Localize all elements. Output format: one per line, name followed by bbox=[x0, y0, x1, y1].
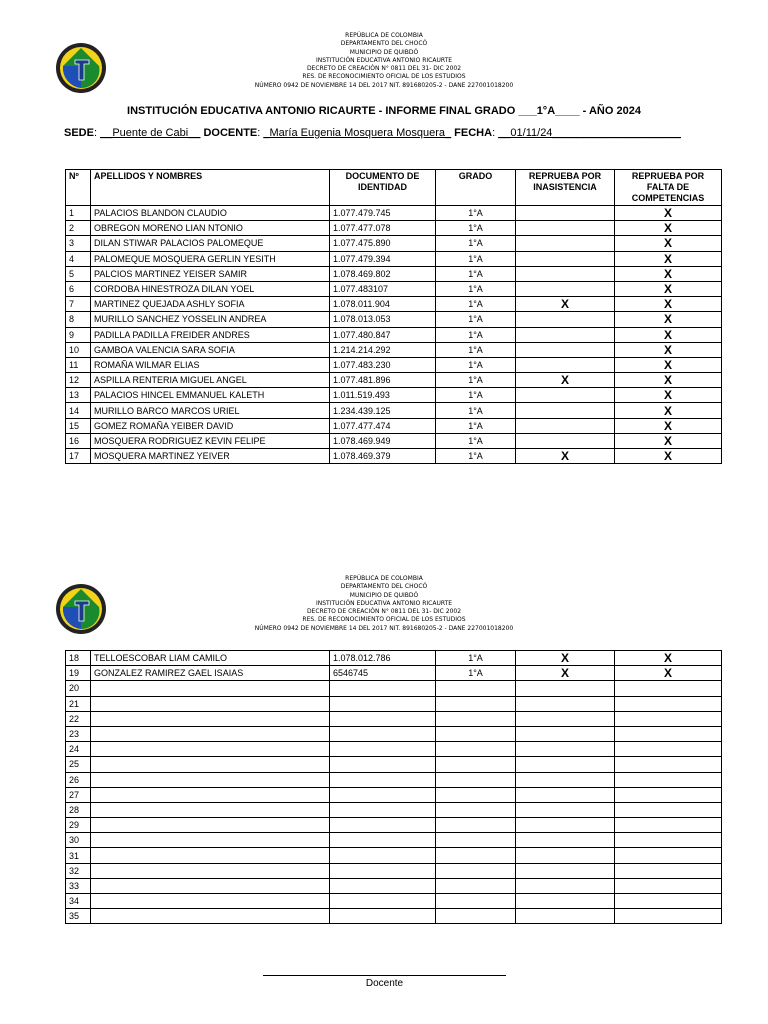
cell-number: 17 bbox=[66, 449, 91, 464]
docente-label: DOCENTE bbox=[203, 127, 258, 139]
cell-grade bbox=[436, 681, 516, 696]
students-table-page-1 bbox=[65, 169, 722, 464]
header-line: DECRETO DE CREACIÓN N° 0811 DEL 31- DIC 2002 bbox=[306, 65, 462, 73]
cell-grade: 1°A bbox=[436, 297, 516, 312]
cell-name bbox=[91, 681, 330, 696]
cell-name: DILAN STIWAR PALACIOS PALOMEQUE bbox=[91, 236, 330, 251]
cell-competencies: X bbox=[615, 373, 722, 388]
cell-competencies bbox=[615, 894, 722, 909]
cell-grade bbox=[436, 878, 516, 893]
cell-absence bbox=[516, 221, 615, 236]
cell-grade: 1°A bbox=[436, 312, 516, 327]
col-header-competencies: REPRUEBA POR FALTA DE COMPETENCIAS bbox=[615, 170, 722, 206]
col-header-number: Nº bbox=[66, 170, 91, 206]
table-row bbox=[66, 833, 722, 848]
cell-document bbox=[330, 878, 436, 893]
signature-line bbox=[263, 975, 506, 976]
cell-document bbox=[330, 726, 436, 741]
cell-grade bbox=[436, 863, 516, 878]
cell-competencies: X bbox=[615, 312, 722, 327]
sede-label: SEDE bbox=[64, 127, 94, 139]
cell-document: 1.234.439.125 bbox=[330, 403, 436, 418]
table-row bbox=[66, 266, 722, 281]
table-row bbox=[66, 666, 722, 681]
cell-absence bbox=[516, 357, 615, 372]
cell-name bbox=[91, 863, 330, 878]
cell-document: 1.078.012.786 bbox=[330, 651, 436, 666]
cell-competencies bbox=[615, 772, 722, 787]
header-line: RES. DE RECONOCIMIENTO OFICIAL DE LOS ESTUDIOS bbox=[302, 73, 466, 81]
cell-absence: X bbox=[516, 449, 615, 464]
cell-grade bbox=[436, 787, 516, 802]
cell-grade bbox=[436, 696, 516, 711]
cell-name bbox=[91, 711, 330, 726]
cell-grade: 1°A bbox=[436, 251, 516, 266]
cell-absence bbox=[516, 833, 615, 848]
header-line: NÚMERO 0942 DE NOVIEMBRE 14 DEL 2017 NIT. 891680205-2 - DANE 227001018200 bbox=[254, 81, 514, 89]
cell-absence bbox=[516, 251, 615, 266]
cell-number: 15 bbox=[66, 418, 91, 433]
cell-document: 1.077.479.745 bbox=[330, 206, 436, 221]
cell-grade: 1°A bbox=[436, 236, 516, 251]
sede-value: __Puente de Cabi__ bbox=[100, 127, 201, 139]
cell-name: GOMEZ ROMAÑA YEIBER DAVID bbox=[91, 418, 330, 433]
cell-absence bbox=[516, 742, 615, 757]
table-row bbox=[66, 342, 722, 357]
cell-absence bbox=[516, 433, 615, 448]
fecha-label: FECHA bbox=[454, 127, 493, 139]
cell-competencies bbox=[615, 711, 722, 726]
fecha-value: __01/11/24_____________________ bbox=[498, 127, 681, 139]
cell-absence bbox=[516, 726, 615, 741]
cell-document bbox=[330, 772, 436, 787]
table-row bbox=[66, 818, 722, 833]
cell-grade bbox=[436, 742, 516, 757]
cell-number: 30 bbox=[66, 833, 91, 848]
table-row bbox=[66, 878, 722, 893]
cell-name bbox=[91, 696, 330, 711]
cell-absence bbox=[516, 863, 615, 878]
cell-number: 1 bbox=[66, 206, 91, 221]
cell-competencies: X bbox=[615, 221, 722, 236]
cell-name bbox=[91, 757, 330, 772]
header-line: REPÚBLICA DE COLOMBIA bbox=[345, 575, 423, 582]
cell-grade bbox=[436, 772, 516, 787]
cell-number: 5 bbox=[66, 266, 91, 281]
cell-number: 16 bbox=[66, 433, 91, 448]
cell-grade: 1°A bbox=[436, 666, 516, 681]
cell-number: 6 bbox=[66, 281, 91, 296]
cell-name: CORDOBA HINESTROZA DILAN YOEL bbox=[91, 281, 330, 296]
cell-absence bbox=[516, 878, 615, 893]
cell-absence: X bbox=[516, 373, 615, 388]
cell-document bbox=[330, 802, 436, 817]
cell-competencies bbox=[615, 742, 722, 757]
cell-name bbox=[91, 909, 330, 924]
cell-document: 1.077.483.230 bbox=[330, 357, 436, 372]
cell-number: 18 bbox=[66, 651, 91, 666]
cell-competencies bbox=[615, 726, 722, 741]
cell-name: PALOMEQUE MOSQUERA GERLIN YESITH bbox=[91, 251, 330, 266]
cell-name: PALCIOS MARTINEZ YEISER SAMIR bbox=[91, 266, 330, 281]
table-row bbox=[66, 909, 722, 924]
col-header-document: DOCUMENTO DE IDENTIDAD bbox=[330, 170, 436, 206]
cell-grade: 1°A bbox=[436, 342, 516, 357]
cell-competencies bbox=[615, 696, 722, 711]
cell-number: 26 bbox=[66, 772, 91, 787]
table-row bbox=[66, 418, 722, 433]
cell-absence bbox=[516, 681, 615, 696]
cell-absence bbox=[516, 418, 615, 433]
table-row bbox=[66, 772, 722, 787]
cell-competencies: X bbox=[615, 342, 722, 357]
cell-number: 3 bbox=[66, 236, 91, 251]
cell-absence bbox=[516, 312, 615, 327]
cell-grade: 1°A bbox=[436, 221, 516, 236]
col-header-grade: GRADO bbox=[436, 170, 516, 206]
cell-grade bbox=[436, 818, 516, 833]
cell-absence bbox=[516, 281, 615, 296]
cell-name bbox=[91, 742, 330, 757]
cell-document bbox=[330, 833, 436, 848]
cell-competencies: X bbox=[615, 388, 722, 403]
cell-grade bbox=[436, 833, 516, 848]
cell-competencies: X bbox=[615, 666, 722, 681]
cell-absence bbox=[516, 696, 615, 711]
cell-absence bbox=[516, 388, 615, 403]
cell-number: 11 bbox=[66, 357, 91, 372]
cell-grade: 1°A bbox=[436, 403, 516, 418]
header-line: NÚMERO 0942 DE NOVIEMBRE 14 DEL 2017 NIT. 891680205-2 - DANE 227001018200 bbox=[254, 624, 514, 632]
cell-name: MARTINEZ QUEJADA ASHLY SOFIA bbox=[91, 297, 330, 312]
cell-number: 21 bbox=[66, 696, 91, 711]
cell-document bbox=[330, 757, 436, 772]
cell-grade: 1°A bbox=[436, 388, 516, 403]
cell-grade: 1°A bbox=[436, 206, 516, 221]
cell-name bbox=[91, 878, 330, 893]
cell-grade bbox=[436, 848, 516, 863]
cell-competencies bbox=[615, 909, 722, 924]
cell-number: 25 bbox=[66, 757, 91, 772]
cell-competencies: X bbox=[615, 651, 722, 666]
cell-absence bbox=[516, 327, 615, 342]
cell-absence: X bbox=[516, 297, 615, 312]
table-row bbox=[66, 449, 722, 464]
cell-document: 1.077.481.896 bbox=[330, 373, 436, 388]
cell-absence bbox=[516, 818, 615, 833]
signature-label: Docente bbox=[365, 978, 404, 989]
cell-competencies: X bbox=[615, 236, 722, 251]
cell-competencies bbox=[615, 833, 722, 848]
cell-document bbox=[330, 742, 436, 757]
cell-absence bbox=[516, 236, 615, 251]
cell-number: 27 bbox=[66, 787, 91, 802]
cell-number: 35 bbox=[66, 909, 91, 924]
table-row bbox=[66, 373, 722, 388]
cell-number: 10 bbox=[66, 342, 91, 357]
cell-absence bbox=[516, 266, 615, 281]
cell-document bbox=[330, 787, 436, 802]
header-line: REPÚBLICA DE COLOMBIA bbox=[345, 32, 423, 39]
table-row bbox=[66, 757, 722, 772]
cell-number: 33 bbox=[66, 878, 91, 893]
cell-competencies bbox=[615, 848, 722, 863]
cell-competencies: X bbox=[615, 297, 722, 312]
cell-competencies: X bbox=[615, 327, 722, 342]
table-row bbox=[66, 236, 722, 251]
cell-name: ROMAÑA WILMAR ELIAS bbox=[91, 357, 330, 372]
cell-document: 1.077.483107 bbox=[330, 281, 436, 296]
table-row bbox=[66, 651, 722, 666]
cell-name bbox=[91, 726, 330, 741]
table-row bbox=[66, 251, 722, 266]
header-line: RES. DE RECONOCIMIENTO OFICIAL DE LOS ESTUDIOS bbox=[302, 616, 466, 624]
cell-number: 9 bbox=[66, 327, 91, 342]
cell-name: GONZALEZ RAMIREZ GAEL ISAIAS bbox=[91, 666, 330, 681]
cell-grade: 1°A bbox=[436, 651, 516, 666]
cell-absence bbox=[516, 802, 615, 817]
cell-competencies: X bbox=[615, 266, 722, 281]
header-line: DEPARTAMENTO DEL CHOCÓ bbox=[340, 40, 428, 48]
cell-absence bbox=[516, 894, 615, 909]
cell-document bbox=[330, 711, 436, 726]
table-row bbox=[66, 297, 722, 312]
cell-number: 20 bbox=[66, 681, 91, 696]
cell-competencies bbox=[615, 787, 722, 802]
cell-name: MOSQUERA MARTINEZ YEIVER bbox=[91, 449, 330, 464]
cell-name: ASPILLA RENTERIA MIGUEL ANGEL bbox=[91, 373, 330, 388]
cell-number: 19 bbox=[66, 666, 91, 681]
cell-document: 1.077.475.890 bbox=[330, 236, 436, 251]
docente-value: _María Eugenia Mosquera Mosquera_ bbox=[263, 127, 452, 139]
cell-number: 14 bbox=[66, 403, 91, 418]
cell-absence: X bbox=[516, 666, 615, 681]
cell-document: 1.078.469.802 bbox=[330, 266, 436, 281]
cell-name bbox=[91, 894, 330, 909]
cell-document: 1.078.469.949 bbox=[330, 433, 436, 448]
cell-grade: 1°A bbox=[436, 433, 516, 448]
cell-grade: 1°A bbox=[436, 449, 516, 464]
cell-name: PALACIOS BLANDON CLAUDIO bbox=[91, 206, 330, 221]
cell-grade: 1°A bbox=[436, 357, 516, 372]
table-row bbox=[66, 787, 722, 802]
cell-document bbox=[330, 696, 436, 711]
cell-document: 1.078.013.053 bbox=[330, 312, 436, 327]
cell-name: PADILLA PADILLA FREIDER ANDRES bbox=[91, 327, 330, 342]
cell-competencies: X bbox=[615, 206, 722, 221]
table-row bbox=[66, 403, 722, 418]
cell-number: 28 bbox=[66, 802, 91, 817]
cell-name: PALACIOS HINCEL EMMANUEL KALETH bbox=[91, 388, 330, 403]
table-row bbox=[66, 388, 722, 403]
header-line: MUNICIPIO DE QUIBDÓ bbox=[349, 591, 419, 599]
table-row bbox=[66, 742, 722, 757]
table-row bbox=[66, 433, 722, 448]
table-row bbox=[66, 681, 722, 696]
cell-grade: 1°A bbox=[436, 327, 516, 342]
cell-absence bbox=[516, 848, 615, 863]
cell-grade: 1°A bbox=[436, 373, 516, 388]
cell-name bbox=[91, 787, 330, 802]
cell-grade bbox=[436, 757, 516, 772]
cell-competencies bbox=[615, 878, 722, 893]
cell-absence: X bbox=[516, 651, 615, 666]
cell-competencies bbox=[615, 818, 722, 833]
cell-document bbox=[330, 848, 436, 863]
cell-number: 8 bbox=[66, 312, 91, 327]
col-header-absence: REPRUEBA POR INASISTENCIA bbox=[516, 170, 615, 206]
cell-number: 32 bbox=[66, 863, 91, 878]
cell-document: 1.077.477.474 bbox=[330, 418, 436, 433]
cell-number: 29 bbox=[66, 818, 91, 833]
cell-number: 23 bbox=[66, 726, 91, 741]
cell-competencies: X bbox=[615, 449, 722, 464]
cell-document bbox=[330, 681, 436, 696]
cell-name: OBREGON MORENO LIAN NTONIO bbox=[91, 221, 330, 236]
cell-grade bbox=[436, 802, 516, 817]
cell-grade: 1°A bbox=[436, 281, 516, 296]
cell-grade bbox=[436, 726, 516, 741]
table-row bbox=[66, 206, 722, 221]
cell-number: 31 bbox=[66, 848, 91, 863]
cell-number: 2 bbox=[66, 221, 91, 236]
cell-grade bbox=[436, 711, 516, 726]
cell-name: MURILLO SANCHEZ YOSSELIN ANDREA bbox=[91, 312, 330, 327]
cell-document: 1.077.480.847 bbox=[330, 327, 436, 342]
table-row bbox=[66, 357, 722, 372]
cell-document: 1.078.011.904 bbox=[330, 297, 436, 312]
header-line: MUNICIPIO DE QUIBDÓ bbox=[349, 48, 419, 56]
table-row bbox=[66, 696, 722, 711]
cell-document bbox=[330, 909, 436, 924]
table-row bbox=[66, 894, 722, 909]
cell-name bbox=[91, 818, 330, 833]
report-title: INSTITUCIÓN EDUCATIVA ANTONIO RICAURTE - INFORME FINAL GRADO ___1°A____ - AÑO 2024 bbox=[127, 105, 641, 117]
table-row bbox=[66, 802, 722, 817]
cell-competencies: X bbox=[615, 433, 722, 448]
cell-name bbox=[91, 772, 330, 787]
cell-absence bbox=[516, 772, 615, 787]
header-line: DEPARTAMENTO DEL CHOCÓ bbox=[340, 583, 428, 591]
cell-name: MURILLO BARCO MARCOS URIEL bbox=[91, 403, 330, 418]
cell-name: TELLOESCOBAR LIAM CAMILO bbox=[91, 651, 330, 666]
cell-name bbox=[91, 802, 330, 817]
cell-grade: 1°A bbox=[436, 418, 516, 433]
cell-competencies bbox=[615, 757, 722, 772]
cell-absence bbox=[516, 403, 615, 418]
cell-document: 1.011.519.493 bbox=[330, 388, 436, 403]
cell-name bbox=[91, 833, 330, 848]
cell-number: 24 bbox=[66, 742, 91, 757]
document-header-1 bbox=[0, 32, 768, 90]
cell-competencies: X bbox=[615, 251, 722, 266]
cell-document: 6546745 bbox=[330, 666, 436, 681]
table-row bbox=[66, 312, 722, 327]
report-info-line: SEDE: __Puente de Cabi__ DOCENTE: _María Eugenia Mosquera Mosquera_ FECHA: __01/11/24_____________________ bbox=[64, 127, 681, 139]
col-header-names: APELLIDOS Y NOMBRES bbox=[91, 170, 330, 206]
header-line: INSTITUCIÓN EDUCATIVA ANTONIO RICAURTE bbox=[315, 599, 453, 607]
cell-document: 1.077.477.078 bbox=[330, 221, 436, 236]
table-row bbox=[66, 726, 722, 741]
table-row bbox=[66, 863, 722, 878]
cell-competencies: X bbox=[615, 281, 722, 296]
cell-number: 34 bbox=[66, 894, 91, 909]
table-row bbox=[66, 221, 722, 236]
table-row bbox=[66, 281, 722, 296]
cell-absence bbox=[516, 711, 615, 726]
table-row bbox=[66, 327, 722, 342]
document-header-2 bbox=[0, 575, 768, 633]
table-row bbox=[66, 848, 722, 863]
cell-number: 7 bbox=[66, 297, 91, 312]
cell-number: 12 bbox=[66, 373, 91, 388]
cell-number: 4 bbox=[66, 251, 91, 266]
header-line: INSTITUCIÓN EDUCATIVA ANTONIO RICAURTE bbox=[315, 56, 453, 64]
cell-name: MOSQUERA RODRIGUEZ KEVIN FELIPE bbox=[91, 433, 330, 448]
cell-competencies bbox=[615, 863, 722, 878]
cell-document bbox=[330, 818, 436, 833]
cell-absence bbox=[516, 206, 615, 221]
cell-competencies: X bbox=[615, 403, 722, 418]
cell-name bbox=[91, 848, 330, 863]
cell-document: 1.077.479.394 bbox=[330, 251, 436, 266]
cell-competencies bbox=[615, 802, 722, 817]
cell-grade: 1°A bbox=[436, 266, 516, 281]
cell-document: 1.078.469.379 bbox=[330, 449, 436, 464]
cell-grade bbox=[436, 894, 516, 909]
cell-competencies bbox=[615, 681, 722, 696]
cell-absence bbox=[516, 909, 615, 924]
cell-number: 13 bbox=[66, 388, 91, 403]
cell-absence bbox=[516, 342, 615, 357]
cell-document: 1.214.214.292 bbox=[330, 342, 436, 357]
students-table-page-2 bbox=[65, 650, 722, 924]
cell-competencies: X bbox=[615, 357, 722, 372]
cell-grade bbox=[436, 909, 516, 924]
table-row bbox=[66, 711, 722, 726]
cell-absence bbox=[516, 757, 615, 772]
cell-number: 22 bbox=[66, 711, 91, 726]
cell-absence bbox=[516, 787, 615, 802]
cell-competencies: X bbox=[615, 418, 722, 433]
header-line: DECRETO DE CREACIÓN N° 0811 DEL 31- DIC 2002 bbox=[306, 608, 462, 616]
cell-document bbox=[330, 863, 436, 878]
cell-name: GAMBOA VALENCIA SARA SOFIA bbox=[91, 342, 330, 357]
cell-document bbox=[330, 894, 436, 909]
